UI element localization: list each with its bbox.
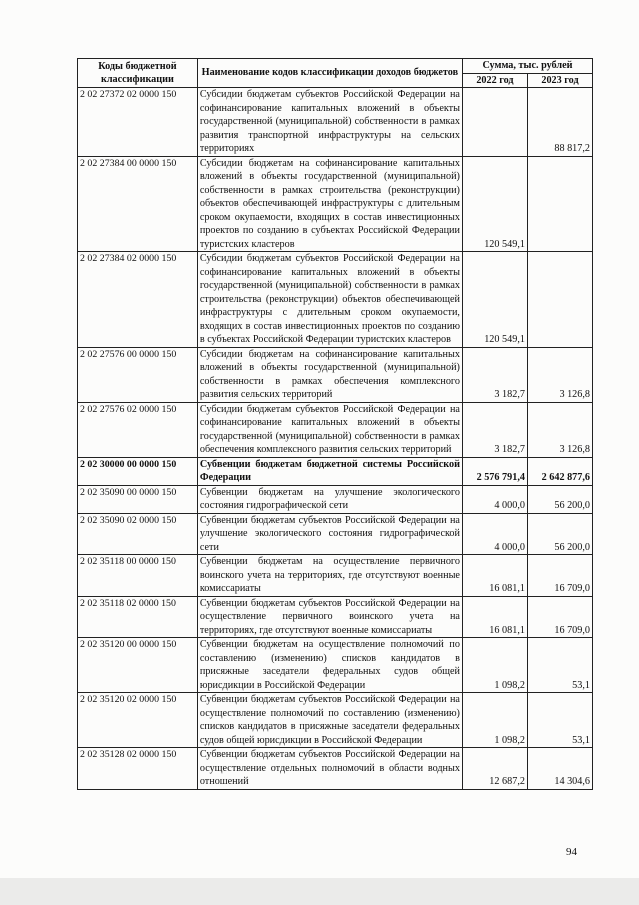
value-2023-cell: 56 200,0 bbox=[527, 485, 592, 513]
code-cell: 2 02 35120 02 0000 150 bbox=[78, 693, 198, 748]
value-2022-cell: 3 182,7 bbox=[462, 402, 527, 457]
table-body bbox=[78, 88, 593, 790]
table-row bbox=[78, 156, 593, 252]
value-2023-cell: 53,1 bbox=[527, 693, 592, 748]
value-2022-cell: 120 549,1 bbox=[462, 252, 527, 348]
code-cell: 2 02 30000 00 0000 150 bbox=[78, 457, 198, 485]
value-2022-cell: 16 081,1 bbox=[462, 596, 527, 638]
table-row bbox=[78, 347, 593, 402]
name-cell: Субсидии бюджетам на софинансирование капитальных вложений в объекты государственной (муниципальной) собственности в рамках обеспечения комплексного развития сельских территорий bbox=[197, 347, 462, 402]
value-2023-cell: 56 200,0 bbox=[527, 513, 592, 555]
name-cell: Субвенции бюджетам бюджетной системы Российской Федерации bbox=[197, 457, 462, 485]
code-cell: 2 02 35128 02 0000 150 bbox=[78, 748, 198, 790]
value-2022-cell: 1 098,2 bbox=[462, 693, 527, 748]
name-cell: Субвенции бюджетам на улучшение экологического состояния гидрографической сети bbox=[197, 485, 462, 513]
value-2022-cell: 3 182,7 bbox=[462, 347, 527, 402]
table-row bbox=[78, 693, 593, 748]
name-cell: Субсидии бюджетам субъектов Российской Федерации на софинансирование капитальных вложений в объекты государственной (муниципальной) собственности в рамках строительства (реконструкции) объектов обеспечивающей инфраструктуры с длительным сроком окупаемости, входящих в состав инвестиционных проектов по созданию в субъектах Российской Федерации туристских кластеров bbox=[197, 252, 462, 348]
scan-bottom-edge bbox=[0, 878, 639, 905]
value-2022-cell bbox=[462, 88, 527, 157]
value-2022-cell: 1 098,2 bbox=[462, 638, 527, 693]
code-cell: 2 02 35118 02 0000 150 bbox=[78, 596, 198, 638]
code-cell: 2 02 27576 02 0000 150 bbox=[78, 402, 198, 457]
value-2023-cell: 16 709,0 bbox=[527, 555, 592, 597]
name-cell: Субвенции бюджетам на осуществление первичного воинского учета на территориях, где отсутствуют военные комиссариаты bbox=[197, 555, 462, 597]
value-2023-cell: 88 817,2 bbox=[527, 88, 592, 157]
table-row bbox=[78, 252, 593, 348]
code-cell: 2 02 35090 02 0000 150 bbox=[78, 513, 198, 555]
header-year-2022: 2022 год bbox=[462, 73, 527, 88]
code-cell: 2 02 35118 00 0000 150 bbox=[78, 555, 198, 597]
value-2022-cell: 16 081,1 bbox=[462, 555, 527, 597]
value-2023-cell: 14 304,6 bbox=[527, 748, 592, 790]
value-2023-cell: 3 126,8 bbox=[527, 347, 592, 402]
name-cell: Субвенции бюджетам субъектов Российской Федерации на осуществление полномочий по составлению (изменению) списков кандидатов в присяжные заседатели федеральных судов общей юрисдикции в Российской Федерации bbox=[197, 693, 462, 748]
code-cell: 2 02 27384 02 0000 150 bbox=[78, 252, 198, 348]
code-cell: 2 02 27384 00 0000 150 bbox=[78, 156, 198, 252]
budget-revenue-table bbox=[77, 58, 593, 790]
value-2022-cell: 4 000,0 bbox=[462, 513, 527, 555]
name-cell: Субсидии бюджетам субъектов Российской Федерации на софинансирование капитальных вложений в объекты государственной (муниципальной) собственности в рамках развития транспортной инфраструктуры на сельских территориях bbox=[197, 88, 462, 157]
value-2023-cell bbox=[527, 156, 592, 252]
value-2023-cell: 2 642 877,6 bbox=[527, 457, 592, 485]
name-cell: Субвенции бюджетам субъектов Российской Федерации на осуществление отдельных полномочий в области водных отношений bbox=[197, 748, 462, 790]
table-row bbox=[78, 596, 593, 638]
value-2023-cell: 16 709,0 bbox=[527, 596, 592, 638]
value-2022-cell: 120 549,1 bbox=[462, 156, 527, 252]
name-cell: Субсидии бюджетам субъектов Российской Федерации на софинансирование капитальных вложений в объекты государственной (муниципальной) собственности в рамках обеспечения комплексного развития сельских территорий bbox=[197, 402, 462, 457]
header-names: Наименование кодов классификации доходов бюджетов bbox=[197, 59, 462, 88]
value-2023-cell: 3 126,8 bbox=[527, 402, 592, 457]
value-2022-cell: 2 576 791,4 bbox=[462, 457, 527, 485]
table-row bbox=[78, 748, 593, 790]
table-row bbox=[78, 555, 593, 597]
value-2023-cell bbox=[527, 252, 592, 348]
table-row bbox=[78, 457, 593, 485]
name-cell: Субсидии бюджетам на софинансирование капитальных вложений в объекты государственной (муниципальной) собственности в рамках строительства (реконструкции) объектов обеспечивающей инфраструктуры с длительным сроком окупаемости, входящих в состав инвестиционных проектов по созданию в субъектах Российской Федерации туристских кластеров bbox=[197, 156, 462, 252]
value-2022-cell: 12 687,2 bbox=[462, 748, 527, 790]
table-row bbox=[78, 402, 593, 457]
page-number: 94 bbox=[566, 846, 577, 858]
header-year-2023: 2023 год bbox=[527, 73, 592, 88]
table-row bbox=[78, 513, 593, 555]
header-sum: Сумма, тыс. рублей bbox=[462, 59, 592, 74]
table-row bbox=[78, 638, 593, 693]
table-row bbox=[78, 485, 593, 513]
name-cell: Субвенции бюджетам субъектов Российской Федерации на осуществление первичного воинского учета на территориях, где отсутствуют военные комиссариаты bbox=[197, 596, 462, 638]
header-codes: Коды бюджетной классификации bbox=[78, 59, 198, 88]
code-cell: 2 02 27576 00 0000 150 bbox=[78, 347, 198, 402]
table-row bbox=[78, 88, 593, 157]
code-cell: 2 02 27372 02 0000 150 bbox=[78, 88, 198, 157]
code-cell: 2 02 35090 00 0000 150 bbox=[78, 485, 198, 513]
value-2023-cell: 53,1 bbox=[527, 638, 592, 693]
name-cell: Субвенции бюджетам субъектов Российской Федерации на улучшение экологического состояния гидрографической сети bbox=[197, 513, 462, 555]
value-2022-cell: 4 000,0 bbox=[462, 485, 527, 513]
code-cell: 2 02 35120 00 0000 150 bbox=[78, 638, 198, 693]
name-cell: Субвенции бюджетам на осуществление полномочий по составлению (изменению) списков кандидатов в присяжные заседатели федеральных судов общей юрисдикции в Российской Федерации bbox=[197, 638, 462, 693]
